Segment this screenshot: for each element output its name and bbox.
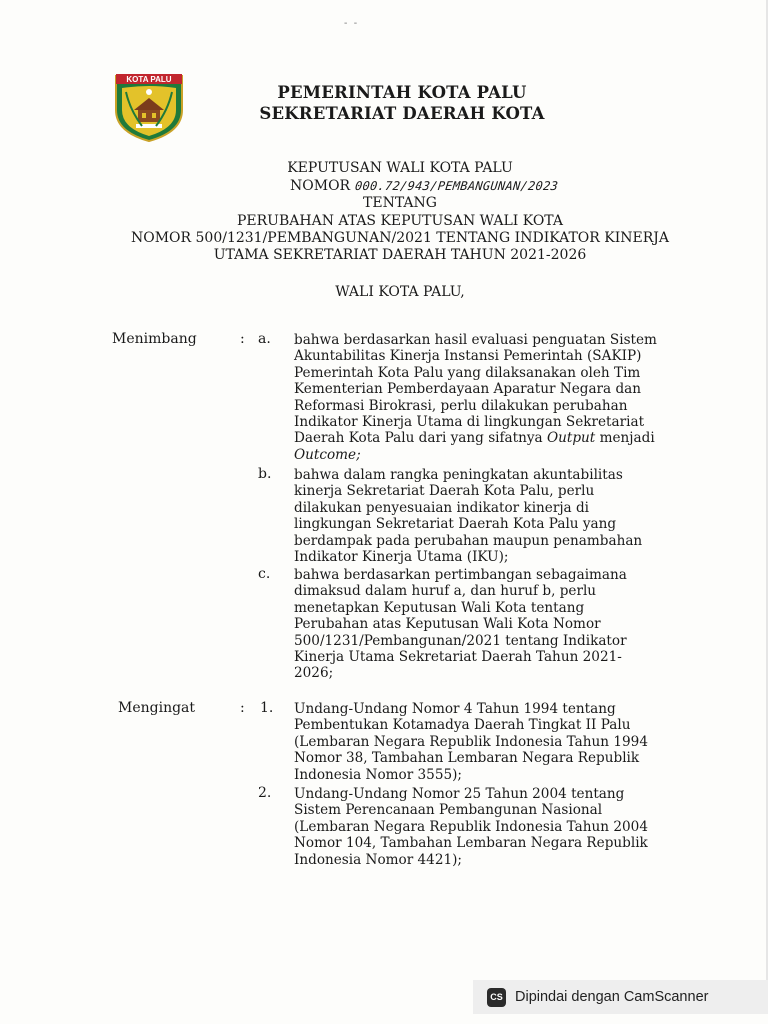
menimbang-colon: : — [240, 331, 245, 347]
text-line: 2026; — [294, 665, 334, 682]
mengingat-item-2 — [294, 786, 682, 868]
decree-subject-line2: NOMOR 500/1231/PEMBANGUNAN/2021 TENTANG INDIKATOR KINERJA — [130, 230, 669, 246]
nomor-value: 000.72/943/PEMBANGUNAN/2023 — [353, 179, 559, 193]
text-line: bahwa dalam rangka peningkatan akuntabilitas — [294, 467, 623, 483]
menimbang-item-b — [294, 467, 682, 565]
mengingat-colon: : — [240, 700, 245, 716]
text-line: Undang-Undang Nomor 4 Tahun 1994 tentang — [294, 701, 616, 717]
text-line: Undang-Undang Nomor 25 Tahun 2004 tentang — [294, 786, 625, 802]
decree-number — [290, 178, 558, 194]
text-line: Indikator Kinerja Utama (IKU); — [294, 549, 509, 566]
decree-issuer: WALI KOTA PALU, — [335, 284, 465, 300]
letterhead-line1: PEMERINTAH KOTA PALU — [277, 83, 527, 102]
letterhead — [232, 82, 572, 124]
menimbang-marker-b: b. — [258, 466, 272, 482]
output-word: Output — [546, 430, 596, 447]
text-line: kinerja Sekretariat Daerah Kota Palu, perlu — [294, 483, 595, 500]
decree-tentang: TENTANG — [363, 195, 437, 211]
text-line: Akuntabilitas Kinerja Instansi Pemerintah (SAKIP) — [294, 348, 642, 365]
camscanner-text: Dipindai dengan CamScanner — [515, 989, 709, 1005]
text-line: Indonesia Nomor 3555); — [294, 766, 463, 783]
logo-banner-text: KOTA PALU — [126, 75, 172, 84]
text-line: Nomor 104, Tambahan Lembaran Negara Republik — [294, 835, 648, 852]
text-line: Indonesia Nomor 4421); — [294, 851, 463, 868]
decree-subject-line1: PERUBAHAN ATAS KEPUTUSAN WALI KOTA — [237, 213, 563, 229]
scan-speck: - - — [344, 18, 358, 29]
text-line-outcome: Outcome; — [294, 446, 361, 463]
camscanner-icon: CS — [487, 988, 506, 1007]
text-line: Perubahan atas Keputusan Wali Kota Nomor — [294, 616, 601, 633]
text-line: Sistem Perencanaan Pembangunan Nasional — [294, 802, 603, 819]
text-line: bahwa berdasarkan hasil evaluasi penguatan Sistem — [294, 332, 657, 348]
menimbang-marker-c: c. — [258, 566, 271, 582]
menimbang-label: Menimbang — [112, 331, 197, 347]
kota-palu-emblem-icon — [112, 70, 186, 142]
letterhead-line2: SEKRETARIAT DAERAH KOTA — [259, 104, 545, 123]
text-line-output — [294, 430, 682, 446]
text-line: menetapkan Keputusan Wali Kota tentang — [294, 599, 585, 616]
text-line: dimaksud dalam huruf a, dan huruf b, perlu — [294, 583, 597, 600]
output-line: Daerah Kota Palu dari yang sifatnya Output menjadi — [294, 430, 655, 447]
text-line: Kinerja Utama Sekretariat Daerah Tahun 2021- — [294, 649, 622, 666]
text-line: Reformasi Birokrasi, perlu dilakukan perubahan — [294, 397, 628, 414]
text-line: berdampak pada perubahan maupun penambahan — [294, 532, 643, 549]
mengingat-item-1 — [294, 701, 682, 783]
text-line: Pembentukan Kotamadya Daerah Tingkat II Palu — [294, 717, 631, 734]
text-line: Kementerian Pemberdayaan Aparatur Negara dan — [294, 381, 642, 398]
text-line: (Lembaran Negara Republik Indonesia Tahun 2004 — [294, 818, 648, 835]
nomor-label: NOMOR — [290, 178, 351, 194]
text-line: 500/1231/Pembangunan/2021 tentang Indikator — [294, 632, 627, 649]
text-line: (Lembaran Negara Republik Indonesia Tahun 1994 — [294, 733, 648, 750]
text-line: dilakukan penyesuaian indikator kinerja di — [294, 499, 590, 516]
text-line: Pemerintah Kota Palu yang dilaksanakan oleh Tim — [294, 364, 641, 381]
camscanner-badge — [473, 980, 768, 1014]
mengingat-label: Mengingat — [118, 700, 196, 716]
decree-title: KEPUTUSAN WALI KOTA PALU — [287, 160, 513, 176]
mengingat-marker-2: 2. — [258, 785, 272, 801]
text-line: bahwa berdasarkan pertimbangan sebagaimana — [294, 567, 627, 583]
text-line: lingkungan Sekretariat Daerah Kota Palu yang — [294, 516, 617, 533]
decree-subject-line3: UTAMA SEKRETARIAT DAERAH TAHUN 2021-2026 — [213, 247, 587, 263]
menimbang-marker-a: a. — [258, 331, 271, 347]
text-line: Nomor 38, Tambahan Lembaran Negara Republik — [294, 750, 640, 767]
text-line: Indikator Kinerja Utama di lingkungan Sekretariat — [294, 414, 645, 431]
mengingat-marker-1: 1. — [260, 700, 274, 716]
menimbang-item-a — [294, 332, 682, 463]
menimbang-item-c — [294, 567, 682, 682]
